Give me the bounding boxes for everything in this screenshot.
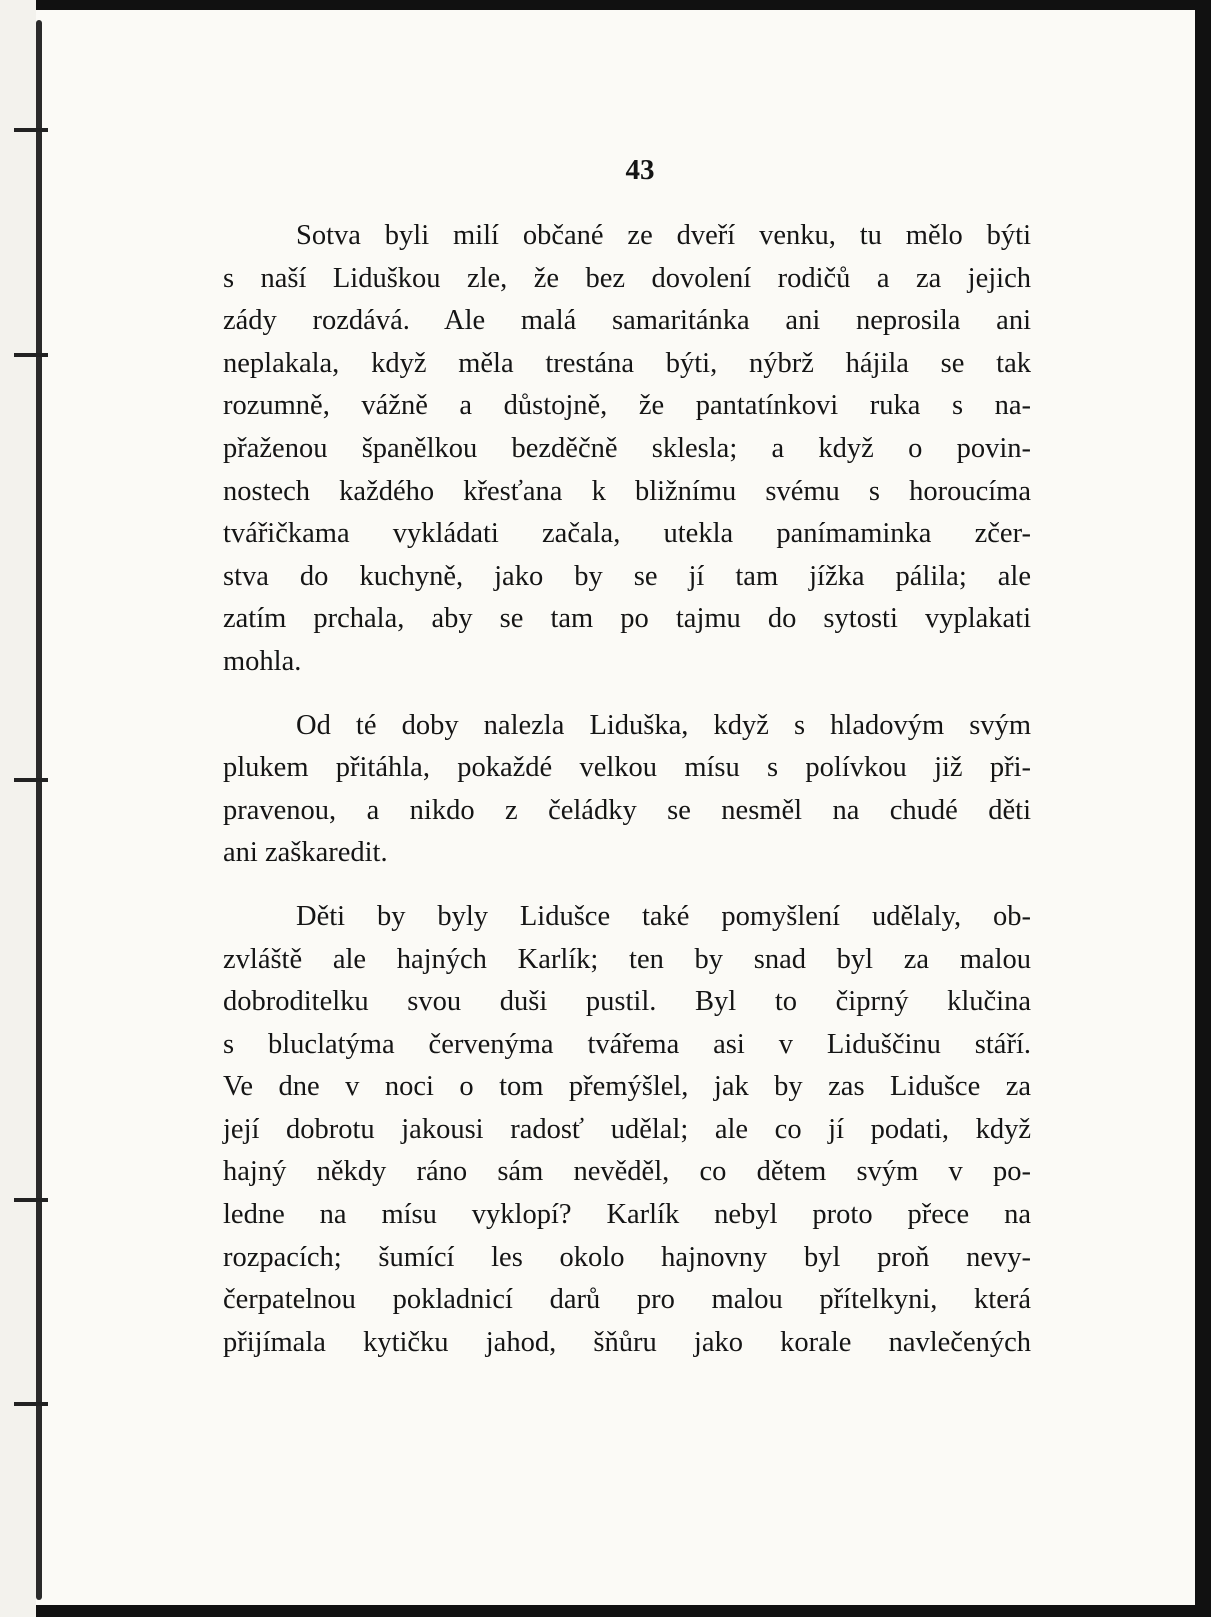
text-line: stva do kuchyně, jako by se jí tam jížka pálila; ale (223, 560, 1031, 592)
scan-border-top (0, 0, 1211, 10)
text-line: plukem přitáhla, pokaždé velkou mísu s polívkou již při- (223, 752, 1031, 784)
text-line: zády rozdává. Ale malá samaritánka ani neprosila ani (223, 305, 1031, 337)
text-line: s naší Liduškou zle, že bez dovolení rodičů a za jejich (223, 262, 1031, 294)
text-line: Ve dne v noci o tom přemýšlel, jak by zas Lidušce za (223, 1071, 1031, 1103)
paragraph-3 (223, 896, 1031, 1365)
text-line: čerpatelnou pokladnicí darů pro malou přítelkyni, která (223, 1284, 1031, 1316)
paragraph-1 (223, 215, 1031, 684)
text-line: Děti by byly Lidušce také pomyšlení udělaly, ob- (296, 900, 1031, 932)
body-text (223, 215, 1031, 1385)
binding-mark (14, 778, 48, 782)
page-number: 43 (625, 154, 655, 186)
text-line: s bluclatýma červenýma tvářema asi v Liduščinu stáří. (223, 1028, 1031, 1060)
binding-mark (14, 128, 48, 132)
text-line: zvláště ale hajných Karlík; ten by snad byl za malou (223, 943, 1031, 975)
text-line: hajný někdy ráno sám nevěděl, co dětem svým v po- (223, 1156, 1031, 1188)
binding-mark (14, 1402, 48, 1406)
text-line: mohla. (223, 645, 302, 677)
text-line: tvářičkama vykládati začala, utekla panímaminka zčer- (223, 518, 1031, 550)
text-line: rozumně, vážně a důstojně, že pantatínkovi ruka s na- (223, 390, 1031, 422)
scan-border-left (0, 0, 36, 1617)
scan-border-right (1195, 0, 1211, 1617)
text-line: nostech každého křesťana k bližnímu svému s horoucíma (223, 475, 1031, 507)
text-line: její dobrotu jakousi radosť udělal; ale co jí podati, když (223, 1113, 1031, 1145)
text-line: dobroditelku svou duši pustil. Byl to čiprný klučina (223, 986, 1031, 1018)
binding-gutter-line (36, 20, 42, 1600)
binding-mark (14, 353, 48, 357)
text-line: ani zaškaredit. (223, 837, 388, 869)
text-line: přijímala kytičku jahod, šňůru jako korale navlečených (223, 1326, 1031, 1358)
text-line: přaženou španělkou bezděčně sklesla; a když o povin- (223, 432, 1031, 464)
text-line: Od té doby nalezla Liduška, když s hladovým svým (296, 709, 1031, 741)
text-line: rozpacích; šumící les okolo hajnovny byl proň nevy- (223, 1241, 1031, 1273)
text-line: ledne na mísu vyklopí? Karlík nebyl proto přece na (223, 1199, 1031, 1231)
binding-mark (14, 1198, 48, 1202)
text-line: neplakala, když měla trestána býti, nýbrž hájila se tak (223, 347, 1031, 379)
paragraph-2 (223, 705, 1031, 875)
scan-border-bottom (0, 1605, 1211, 1617)
text-line: zatím prchala, aby se tam po tajmu do sytosti vyplakati (223, 603, 1031, 635)
text-line: Sotva byli milí občané ze dveří venku, tu mělo býti (296, 220, 1031, 251)
text-line: pravenou, a nikdo z čeládky se nesměl na chudé děti (223, 794, 1031, 826)
